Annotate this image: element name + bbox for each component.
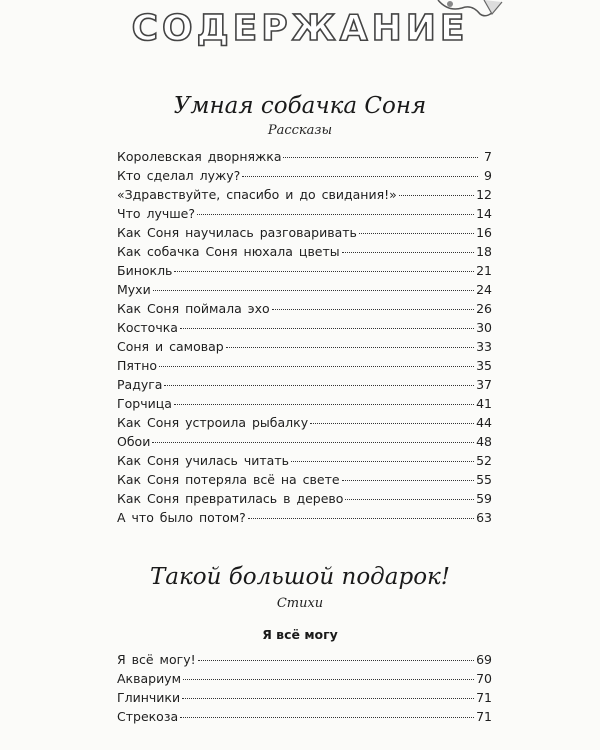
poem-cycle-heading: Я всё могу: [262, 627, 338, 642]
toc-entry-title: Стрекоза: [117, 709, 179, 724]
toc-entry[interactable]: [117, 669, 492, 688]
dot-leader: [183, 679, 474, 680]
toc-entry-page: 69: [476, 652, 492, 667]
toc-entry[interactable]: [117, 185, 492, 204]
toc-entry-title: Аквариум: [117, 671, 182, 686]
toc-entry-page: 14: [476, 206, 492, 221]
section-subtitle-poems: Стихи: [276, 596, 324, 611]
dot-leader: [180, 328, 474, 329]
dot-leader: [345, 499, 474, 500]
toc-entry-title: Как Соня училась читать: [117, 453, 289, 468]
toc-entry-page: 12: [476, 187, 492, 202]
dot-leader: [342, 252, 474, 253]
toc-entry-page: 44: [476, 415, 492, 430]
toc-entry[interactable]: [117, 451, 492, 470]
toc-entry[interactable]: [117, 375, 492, 394]
dot-leader: [174, 271, 474, 272]
dot-leader: [174, 404, 474, 405]
dot-leader: [164, 385, 474, 386]
dot-leader: [283, 157, 478, 158]
toc-entry[interactable]: [117, 432, 492, 451]
toc-entry-page: 59: [476, 491, 492, 506]
toc-entry-title: Как Соня превратилась в дерево: [117, 491, 344, 506]
toc-entry-page: 71: [476, 709, 492, 724]
toc-entry-page: 41: [476, 396, 492, 411]
dot-leader: [399, 195, 474, 196]
toc-entry[interactable]: [117, 242, 492, 261]
toc-entry-title: Я всё могу!: [117, 652, 196, 667]
toc-entry[interactable]: [117, 356, 492, 375]
toc-entry-title: А что было потом?: [117, 510, 246, 525]
toc-entry-title: Как Соня потеряла всё на свете: [117, 472, 340, 487]
toc-entry[interactable]: [117, 470, 492, 489]
toc-entry[interactable]: [117, 337, 492, 356]
contents-heading: СОДЕРЖАНИЕ: [131, 8, 469, 49]
dot-leader: [226, 347, 474, 348]
dot-leader: [248, 518, 474, 519]
toc-entry-title: «Здравствуйте, спасибо и до свидания!»: [117, 187, 397, 202]
toc-entry-page: 70: [476, 671, 492, 686]
toc-entry-page: 63: [476, 510, 492, 525]
toc-entry-title: Мухи: [117, 282, 151, 297]
dot-leader: [180, 717, 474, 718]
toc-entry-page: 18: [476, 244, 492, 259]
toc-entry[interactable]: [117, 299, 492, 318]
dot-leader: [310, 423, 474, 424]
toc-entry[interactable]: [117, 261, 492, 280]
toc-entry[interactable]: [117, 280, 492, 299]
toc-entry[interactable]: [117, 413, 492, 432]
toc-entry-page: 24: [476, 282, 492, 297]
toc-entry-title: Как собачка Соня нюхала цветы: [117, 244, 340, 259]
toc-entry-title: Соня и самовар: [117, 339, 224, 354]
toc-entry-title: Косточка: [117, 320, 178, 335]
toc-entry-title: Радуга: [117, 377, 163, 392]
dot-leader: [198, 660, 474, 661]
toc-entry-title: Бинокль: [117, 263, 173, 278]
toc-entry-page: 71: [476, 690, 492, 705]
toc-entry-title: Что лучше?: [117, 206, 196, 221]
toc-entry-page: 16: [476, 225, 492, 240]
toc-entry[interactable]: [117, 650, 492, 669]
toc-entry-title: Как Соня устроила рыбалку: [117, 415, 309, 430]
toc-entry-page: 9: [484, 168, 492, 183]
toc-entry[interactable]: [117, 707, 492, 726]
toc-entry[interactable]: [117, 166, 492, 185]
dot-leader: [242, 176, 478, 177]
toc-entry-title: Пятно: [117, 358, 158, 373]
dot-leader: [197, 214, 474, 215]
section-title-poems: Такой большой подарок!: [149, 564, 451, 590]
toc-entry-page: 48: [476, 434, 492, 449]
toc-entry-page: 21: [476, 263, 492, 278]
toc-entry-title: Горчица: [117, 396, 172, 411]
toc-entry-page: 55: [476, 472, 492, 487]
toc-entry-title: Глинчики: [117, 690, 181, 705]
dot-leader: [182, 698, 474, 699]
toc-entry-page: 26: [476, 301, 492, 316]
toc-entry-page: 7: [484, 149, 492, 164]
dot-leader: [159, 366, 474, 367]
toc-entry[interactable]: [117, 147, 492, 166]
toc-entry-title: Как Соня поймала эхо: [117, 301, 270, 316]
toc-entry[interactable]: [117, 394, 492, 413]
section-title-stories: Умная собачка Соня: [173, 93, 427, 119]
toc-entry[interactable]: [117, 688, 492, 707]
dot-leader: [291, 461, 474, 462]
toc-entry-page: 37: [476, 377, 492, 392]
dot-leader: [153, 290, 474, 291]
toc-entry-page: 30: [476, 320, 492, 335]
toc-entry-title: Королевская дворняжка: [117, 149, 282, 164]
toc-list-stories: [117, 147, 492, 527]
toc-entry-page: 33: [476, 339, 492, 354]
dot-leader: [152, 442, 474, 443]
toc-entry[interactable]: [117, 489, 492, 508]
toc-entry[interactable]: [117, 223, 492, 242]
toc-entry-title: Как Соня научилась разговаривать: [117, 225, 357, 240]
toc-entry[interactable]: [117, 204, 492, 223]
toc-list-poems: [117, 650, 492, 726]
toc-entry-title: Обои: [117, 434, 151, 449]
toc-entry-title: Кто сделал лужу?: [117, 168, 241, 183]
toc-entry[interactable]: [117, 318, 492, 337]
dot-leader: [272, 309, 474, 310]
toc-entry-page: 52: [476, 453, 492, 468]
toc-entry[interactable]: [117, 508, 492, 527]
section-subtitle-stories: Рассказы: [267, 123, 333, 138]
toc-entry-page: 35: [476, 358, 492, 373]
dot-leader: [359, 233, 474, 234]
dot-leader: [342, 480, 475, 481]
